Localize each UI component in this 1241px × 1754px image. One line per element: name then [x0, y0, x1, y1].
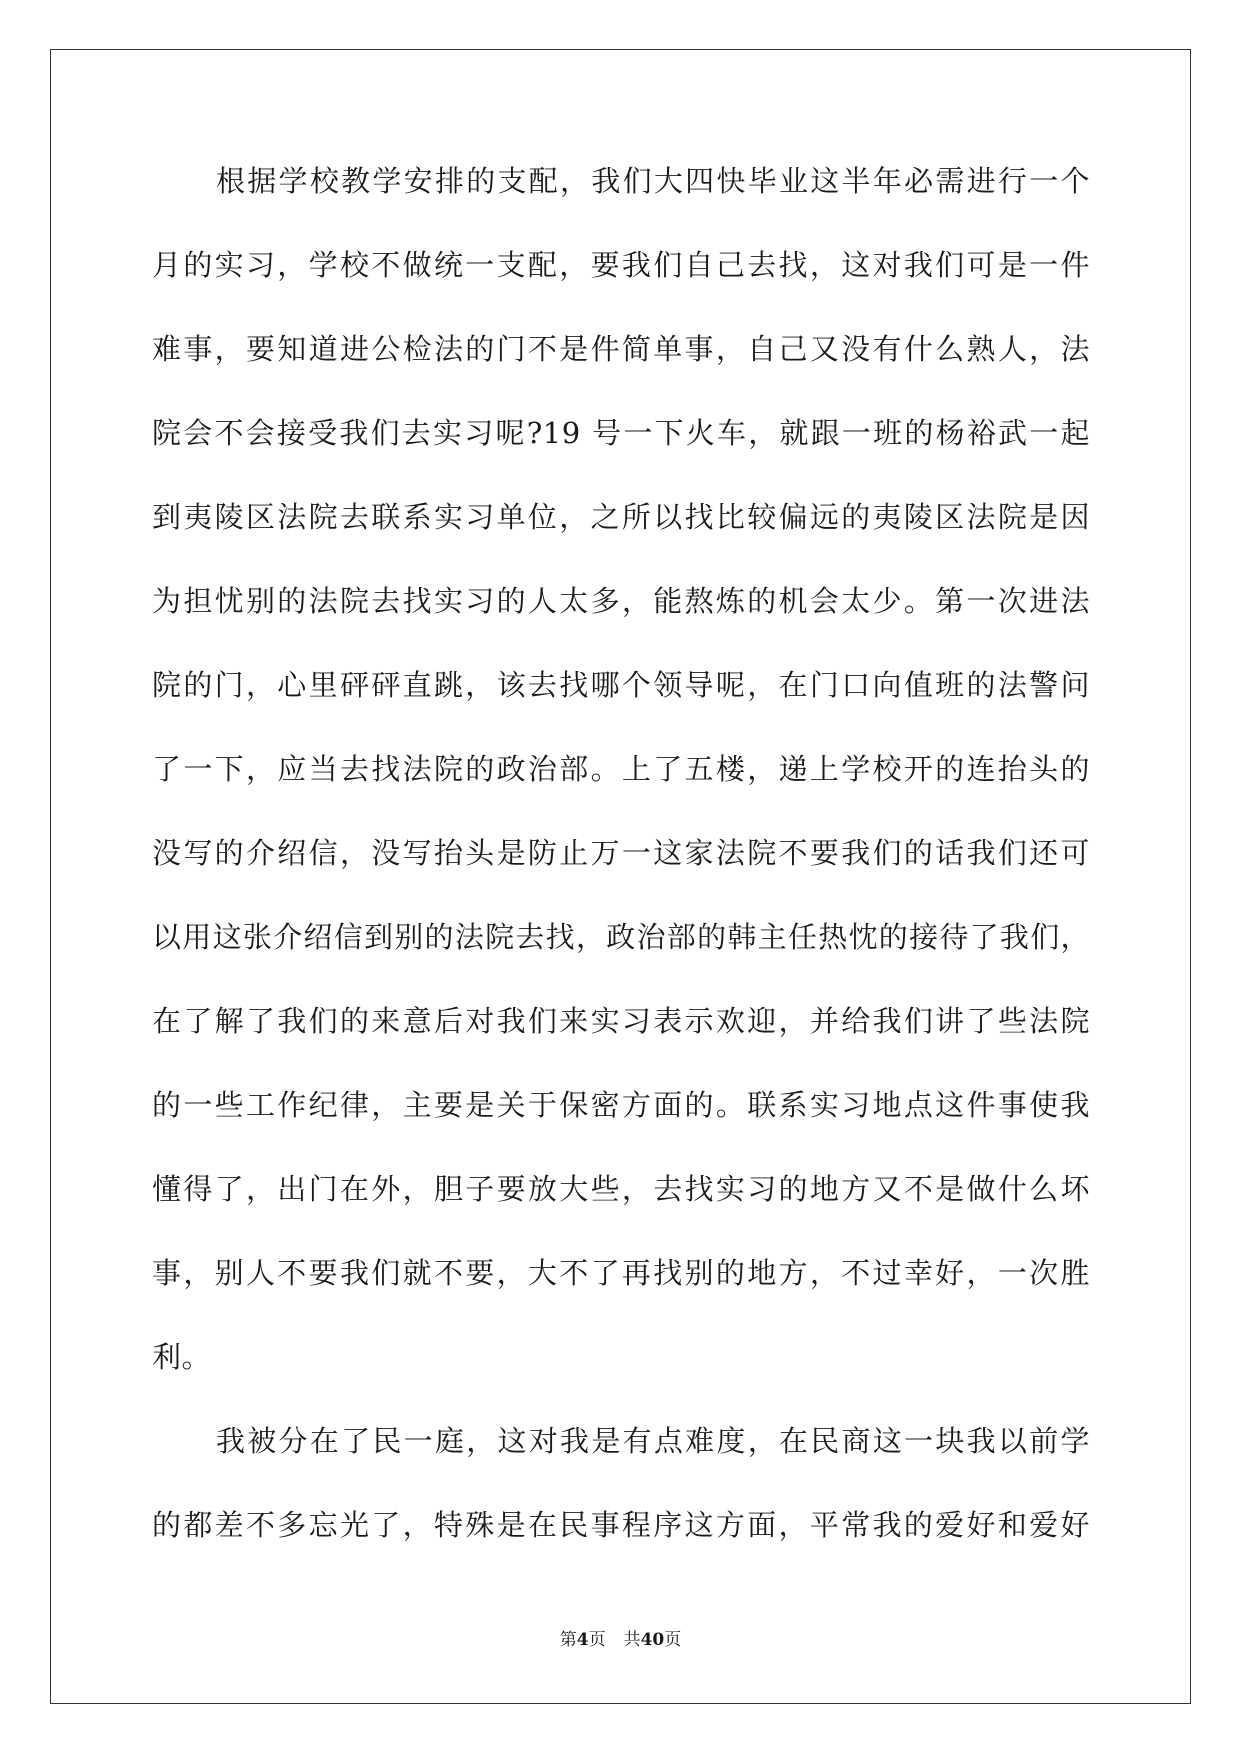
- paragraph-1-line-2: 月的实习，学校不做统一支配，要我们自己去找，这对我们可是一件: [152, 248, 1090, 282]
- paragraph-1-line-11: 在了解了我们的来意后对我们来实习表示欢迎，并给我们讲了些法院: [152, 1004, 1090, 1038]
- paragraph-1-line-6: 为担忧别的法院去找实习的人太多，能熬炼的机会太少。第一次进法: [152, 584, 1090, 618]
- footer-page-suffix: 页: [588, 1630, 606, 1650]
- paragraph-1-line-10: 以用这张介绍信到别的法院去找，政治部的韩主任热忱的接待了我们，: [152, 920, 1090, 954]
- footer-total-prefix: 共: [623, 1630, 641, 1650]
- paragraph-1-line-12: 的一些工作纪律，主要是关于保密方面的。联系实习地点这件事使我: [152, 1088, 1090, 1122]
- paragraph-1-line-9: 没写的介绍信，没写抬头是防止万一这家法院不要我们的话我们还可: [152, 836, 1090, 870]
- paragraph-2-line-1: 我被分在了民一庭，这对我是有点难度，在民商这一块我以前学: [216, 1424, 1090, 1458]
- paragraph-2-line-2: 的都差不多忘光了，特殊是在民事程序这方面，平常我的爱好和爱好: [152, 1508, 1090, 1542]
- document-body: [152, 160, 1090, 1588]
- paragraph-1-line-1: 根据学校教学安排的支配，我们大四快毕业这半年必需进行一个: [216, 164, 1090, 198]
- paragraph-1-line-3: 难事，要知道进公检法的门不是件简单事，自己又没有什么熟人，法: [152, 332, 1090, 366]
- paragraph-1-line-13: 懂得了，出门在外，胆子要放大些，去找实习的地方又不是做什么坏: [152, 1172, 1090, 1206]
- footer-total-suffix: 页: [664, 1630, 682, 1650]
- footer-prefix: 第: [559, 1630, 577, 1650]
- paragraph-1-line-5: 到夷陵区法院去联系实习单位，之所以找比较偏远的夷陵区法院是因: [152, 500, 1090, 534]
- paragraph-1-line-4: 院会不会接受我们去实习呢?19 号一下火车，就跟一班的杨裕武一起: [152, 416, 1090, 450]
- paragraph-1-line-15: 利。: [152, 1340, 212, 1374]
- total-pages-number: 40: [640, 1630, 665, 1650]
- page-number-footer: [0, 1625, 1241, 1650]
- paragraph-1-line-8: 了一下，应当去找法院的政治部。上了五楼，递上学校开的连抬头的: [152, 752, 1090, 786]
- current-page-number: 4: [576, 1630, 589, 1650]
- paragraph-1-line-14: 事，别人不要我们就不要，大不了再找别的地方，不过幸好，一次胜: [152, 1256, 1090, 1290]
- paragraph-1-line-7: 院的门，心里砰砰直跳，该去找哪个领导呢，在门口向值班的法警问: [152, 668, 1090, 702]
